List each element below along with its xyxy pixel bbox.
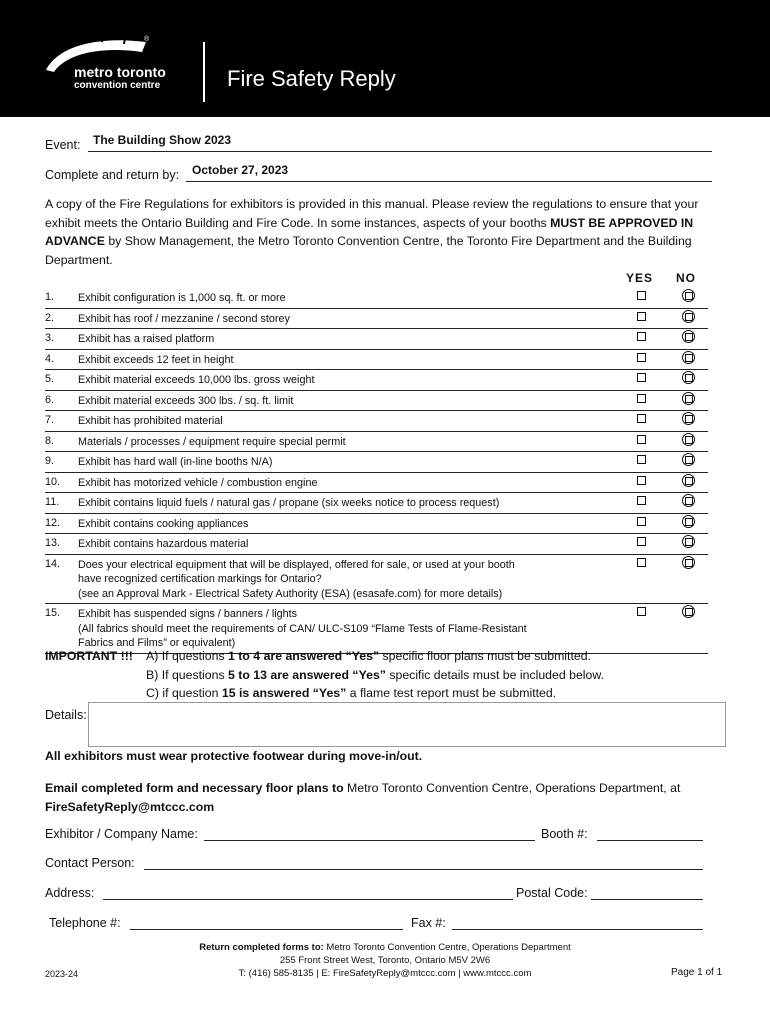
no-cell: [668, 390, 708, 411]
no-checkbox[interactable]: [682, 412, 695, 425]
table-row: [45, 349, 708, 370]
important-a: [146, 647, 591, 666]
no-checkbox[interactable]: [682, 453, 695, 466]
table-row: [45, 370, 708, 391]
table-row: [45, 431, 708, 452]
table-row: [45, 534, 708, 555]
important-label: IMPORTANT !!!: [45, 649, 133, 663]
question-number: 5.: [45, 370, 78, 391]
details-field[interactable]: [88, 702, 726, 747]
yes-checkbox[interactable]: [637, 496, 646, 505]
question-text: Exhibit has prohibited material: [78, 411, 614, 432]
question-number: 14.: [45, 554, 78, 604]
question-number: 4.: [45, 349, 78, 370]
important-b-post: specific details must be included below.: [385, 667, 604, 682]
question-text: Exhibit material exceeds 10,000 lbs. gross weight: [78, 370, 614, 391]
no-checkbox[interactable]: [682, 310, 695, 323]
important-b: [146, 666, 604, 685]
yes-cell: [614, 513, 668, 534]
no-column-header: NO: [676, 271, 696, 285]
no-cell: [668, 288, 708, 308]
question-text: Exhibit contains liquid fuels / natural gas / propane (six weeks notice to process request): [78, 493, 614, 514]
question-text: Exhibit contains cooking appliances: [78, 513, 614, 534]
booth-field[interactable]: [597, 840, 703, 841]
footer-address: [0, 941, 770, 980]
no-cell: [668, 534, 708, 555]
question-text: Exhibit exceeds 12 feet in height: [78, 349, 614, 370]
no-cell: [668, 308, 708, 329]
question-number: 2.: [45, 308, 78, 329]
table-row: [45, 390, 708, 411]
fax-field[interactable]: [452, 929, 703, 930]
no-checkbox[interactable]: [682, 433, 695, 446]
table-row: [45, 513, 708, 534]
question-text: Exhibit has a raised platform: [78, 329, 614, 350]
yes-cell: [614, 390, 668, 411]
questions-table: [45, 288, 708, 654]
email-bold: Email completed form and necessary floor plans to: [45, 781, 344, 795]
intro-paragraph: [45, 195, 725, 269]
question-number: 11.: [45, 493, 78, 514]
important-a-post: specific floor plans must be submitted.: [379, 649, 591, 663]
no-checkbox[interactable]: [682, 351, 695, 364]
address-field[interactable]: [103, 899, 513, 900]
yes-checkbox[interactable]: [637, 394, 646, 403]
footer-return-bold: Return completed forms to:: [199, 942, 324, 953]
footer-contact-line: T: (416) 585-8135 | E: FireSafetyReply@mtccc.com | www.mtccc.com: [238, 968, 532, 979]
question-text: Exhibit has suspended signs / banners / lights (All fabrics should meet the requirements of CAN/ ULC-S109 “Flame Tests of Flame-Resistant Fabrics and Films” or equivalent): [78, 604, 614, 654]
question-text: Materials / processes / equipment require special permit: [78, 431, 614, 452]
yes-cell: [614, 288, 668, 308]
telephone-label: Telephone #:: [49, 916, 121, 930]
yes-checkbox[interactable]: [637, 476, 646, 485]
yes-cell: [614, 534, 668, 555]
event-line: [88, 151, 712, 152]
question-number: 9.: [45, 452, 78, 473]
yes-checkbox[interactable]: [637, 291, 646, 300]
yes-checkbox[interactable]: [637, 558, 646, 567]
fax-label: Fax #:: [411, 916, 446, 930]
yes-checkbox[interactable]: [637, 373, 646, 382]
no-checkbox[interactable]: [682, 535, 695, 548]
form-code: 2023-24: [45, 969, 79, 979]
no-cell: [668, 554, 708, 604]
question-text: Does your electrical equipment that will be displayed, offered for sale, or used at your booth have recognized certification markings for Ontario? (see an Approval Mark - Electrical Safety Authority (ESA) (esasafe.com) for more details): [78, 554, 614, 604]
table-row: [45, 411, 708, 432]
logo-line-2: convention centre: [74, 80, 161, 91]
question-number: 13.: [45, 534, 78, 555]
yes-checkbox[interactable]: [637, 435, 646, 444]
table-row: [45, 288, 708, 308]
footer-street: 255 Front Street West, Toronto, Ontario M5V 2W6: [279, 955, 491, 966]
important-a-bold: 1 to 4 are answered “Yes”: [228, 649, 380, 663]
return-by-field[interactable]: October 27, 2023: [192, 163, 289, 177]
yes-cell: [614, 452, 668, 473]
important-notes: [45, 647, 604, 703]
question-text: Exhibit has hard wall (in-line booths N/A): [78, 452, 614, 473]
important-c-bold: 15 is answered “Yes”: [221, 686, 347, 700]
mtcc-logo: [38, 34, 188, 96]
yes-checkbox[interactable]: [637, 607, 646, 616]
table-row: [45, 472, 708, 493]
page-number: Page 1 of 1: [671, 967, 723, 978]
footer-return-rest: Metro Toronto Convention Centre, Operations Department: [323, 942, 571, 953]
yes-cell: [614, 349, 668, 370]
intro-text-bold: MUST BE APPROVED IN ADVANCE: [45, 215, 694, 248]
no-cell: [668, 604, 708, 654]
intro-text-1: A copy of the Fire Regulations for exhibitors is provided in this manual. Please review the regulations to ensure that your exhibit meets the Ontario Building and Fire Code. In some instances, aspects of your booths: [45, 197, 699, 230]
intro-text-2: by Show Management, the Metro Toronto Convention Centre, the Toronto Fire Department and the Building Department.: [45, 234, 692, 267]
no-cell: [668, 329, 708, 350]
no-checkbox[interactable]: [682, 556, 695, 569]
no-checkbox[interactable]: [682, 289, 695, 302]
yes-cell: [614, 604, 668, 654]
yes-cell: [614, 554, 668, 604]
no-cell: [668, 411, 708, 432]
important-b-bold: 5 to 13 are answered “Yes”: [228, 667, 386, 682]
table-row: [45, 554, 708, 604]
no-checkbox[interactable]: [682, 330, 695, 343]
address-label: Address:: [45, 886, 95, 900]
no-checkbox[interactable]: [682, 494, 695, 507]
contact-person-field[interactable]: [144, 869, 703, 870]
postal-code-label: Postal Code:: [516, 886, 588, 900]
no-checkbox[interactable]: [682, 392, 695, 405]
no-cell: [668, 472, 708, 493]
yes-cell: [614, 472, 668, 493]
table-row: [45, 604, 708, 654]
header-bar: [0, 0, 770, 117]
telephone-field[interactable]: [130, 929, 403, 930]
yes-column-header: YES: [626, 271, 654, 285]
question-number: 8.: [45, 431, 78, 452]
no-cell: [668, 370, 708, 391]
email-address: FireSafetyReply@mtccc.com: [45, 800, 215, 814]
return-by-label: Complete and return by:: [45, 168, 180, 182]
yes-checkbox[interactable]: [637, 414, 646, 423]
yes-cell: [614, 329, 668, 350]
yes-cell: [614, 411, 668, 432]
return-by-line: [186, 181, 712, 182]
no-checkbox[interactable]: [682, 515, 695, 528]
question-text: Exhibit material exceeds 300 lbs. / sq. ft. limit: [78, 390, 614, 411]
contact-person-label: Contact Person:: [45, 856, 135, 870]
page-title: Fire Safety Reply: [227, 66, 396, 91]
question-text: Exhibit has motorized vehicle / combustion engine: [78, 472, 614, 493]
footwear-notice: All exhibitors must wear protective footwear during move-in/out.: [45, 749, 423, 763]
question-number: 1.: [45, 288, 78, 308]
no-cell: [668, 431, 708, 452]
no-cell: [668, 493, 708, 514]
yes-cell: [614, 308, 668, 329]
yes-checkbox[interactable]: [637, 332, 646, 341]
email-rest: Metro Toronto Convention Centre, Operations Department, at: [343, 781, 681, 795]
booth-label: Booth #:: [541, 827, 588, 841]
no-cell: [668, 513, 708, 534]
important-a-pre: A) If questions: [146, 649, 229, 663]
no-checkbox[interactable]: [682, 605, 695, 618]
question-text: Exhibit configuration is 1,000 sq. ft. or more: [78, 288, 614, 308]
no-cell: [668, 452, 708, 473]
company-field[interactable]: [204, 840, 535, 841]
question-number: 15.: [45, 604, 78, 654]
table-row: [45, 452, 708, 473]
question-text: Exhibit contains hazardous material: [78, 534, 614, 555]
event-label: Event:: [45, 138, 81, 152]
details-label: Details:: [45, 708, 87, 722]
table-row: [45, 308, 708, 329]
question-number: 6.: [45, 390, 78, 411]
event-field[interactable]: The Building Show 2023: [93, 133, 232, 147]
company-label: Exhibitor / Company Name:: [45, 827, 198, 841]
yes-cell: [614, 431, 668, 452]
yes-checkbox[interactable]: [637, 353, 646, 362]
header-divider: [203, 42, 205, 102]
question-text: Exhibit has roof / mezzanine / second storey: [78, 308, 614, 329]
yes-checkbox[interactable]: [637, 312, 646, 321]
table-row: [45, 493, 708, 514]
yes-checkbox[interactable]: [637, 517, 646, 526]
no-checkbox[interactable]: [682, 474, 695, 487]
yes-checkbox[interactable]: [637, 455, 646, 464]
important-c-pre: C) if question: [146, 686, 222, 700]
no-checkbox[interactable]: [682, 371, 695, 384]
question-number: 7.: [45, 411, 78, 432]
yes-checkbox[interactable]: [637, 537, 646, 546]
yes-cell: [614, 370, 668, 391]
important-b-pre: B) If questions: [146, 667, 229, 682]
question-number: 12.: [45, 513, 78, 534]
postal-code-field[interactable]: [591, 899, 703, 900]
question-number: 10.: [45, 472, 78, 493]
logo-line-1: metro toronto: [74, 64, 166, 80]
important-c-post: a flame test report must be submitted.: [346, 686, 557, 700]
yes-cell: [614, 493, 668, 514]
no-cell: [668, 349, 708, 370]
email-instructions: [45, 779, 735, 817]
question-number: 3.: [45, 329, 78, 350]
registered-mark: ®: [144, 36, 150, 43]
table-row: [45, 329, 708, 350]
important-c: [146, 684, 556, 703]
